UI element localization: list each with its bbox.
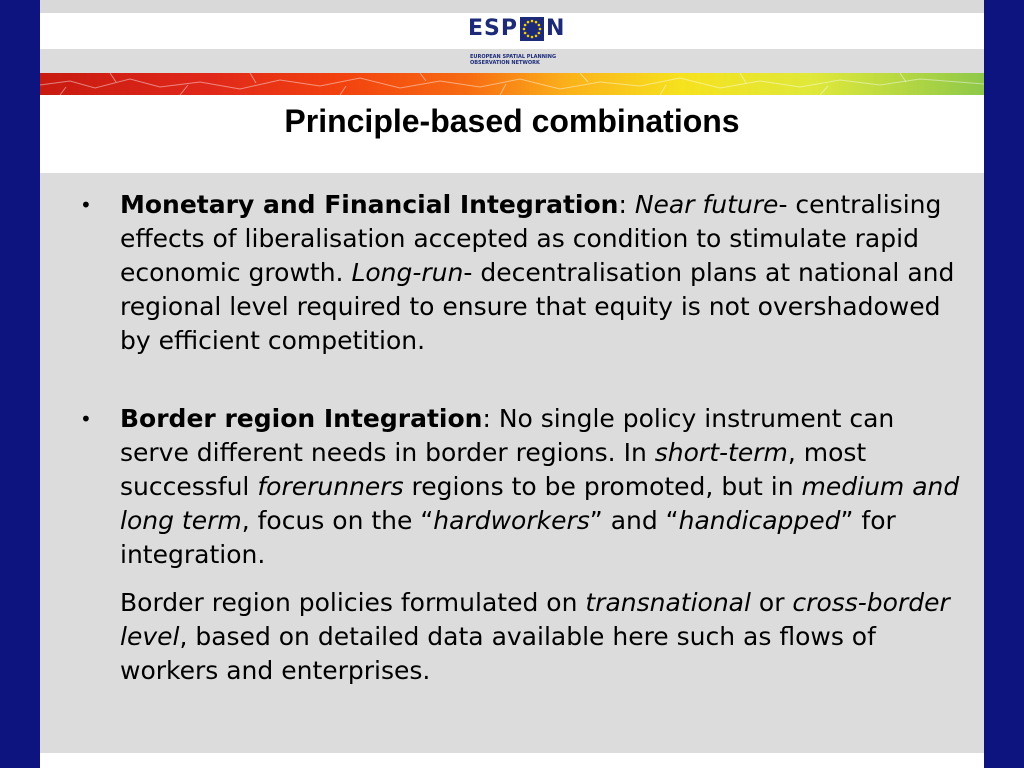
bullet-marker: • [80, 193, 92, 217]
espon-logo [468, 16, 566, 72]
logo-letters-left: ESP [468, 16, 518, 41]
bullet-text: Border region policies formulated on [120, 588, 586, 617]
bullet-text: or [750, 588, 793, 617]
bullet-sep: : [482, 404, 499, 433]
logo-caption-line2: OBSERVATION NETWORK [470, 60, 540, 66]
slide-title: Principle-based combinations [284, 103, 740, 139]
bullet-text: - decentralisation plans at national and regional level required to ensure that equity is not overshadowed by efficient competition. [120, 258, 955, 355]
hardworkers-term: hardworkers [433, 506, 590, 535]
bullet-heading: Border region Integration [120, 404, 483, 433]
bullet-heading: Monetary and Financial Integration [120, 190, 619, 219]
medium-long-term: medium and long term [120, 472, 960, 535]
logo-caption [470, 54, 562, 66]
bullet-text: , most successful [120, 438, 867, 501]
bullet-marker: • [80, 407, 92, 431]
cross-border-term: cross-border level [120, 588, 950, 651]
border-policies-paragraph [120, 586, 960, 688]
long-run-term: Long-run [351, 258, 464, 287]
bullet-sep: : [618, 190, 635, 219]
logo-word [468, 16, 565, 41]
bullet-text: ” for integration. [120, 506, 896, 569]
near-future-term: Near future [634, 190, 779, 219]
bullet-monetary-financial [80, 188, 960, 358]
eu-stars-icon [520, 17, 544, 41]
footer-strip [40, 753, 984, 768]
bullet-text: , based on detailed data available here such as flows of workers and enterprises. [120, 622, 876, 685]
title-area [40, 95, 984, 173]
short-term-term: short-term [654, 438, 788, 467]
map-banner-image [40, 73, 984, 95]
bullet-list [80, 188, 960, 688]
logo-caption-line1: EUROPEAN SPATIAL PLANNING [470, 54, 557, 60]
logo-letters-right: N [546, 16, 566, 41]
forerunners-term: forerunners [257, 472, 404, 501]
top-strip [40, 0, 984, 13]
bullet-text: ” and “ [589, 506, 679, 535]
transnational-term: transnational [585, 588, 751, 617]
bullet-text: No single policy instrument can serve different needs in border regions. In [120, 404, 895, 467]
slide-sheet [40, 0, 984, 768]
bullet-border-region [80, 402, 960, 688]
bullet-text: , focus on the “ [241, 506, 434, 535]
bullet-text: regions to be promoted, but in [403, 472, 802, 501]
bullet-text: - centralising effects of liberalisation accepted as condition to stimulate rapid economic growth. [120, 190, 942, 287]
content-area [40, 173, 984, 753]
handicapped-term: handicapped [678, 506, 841, 535]
